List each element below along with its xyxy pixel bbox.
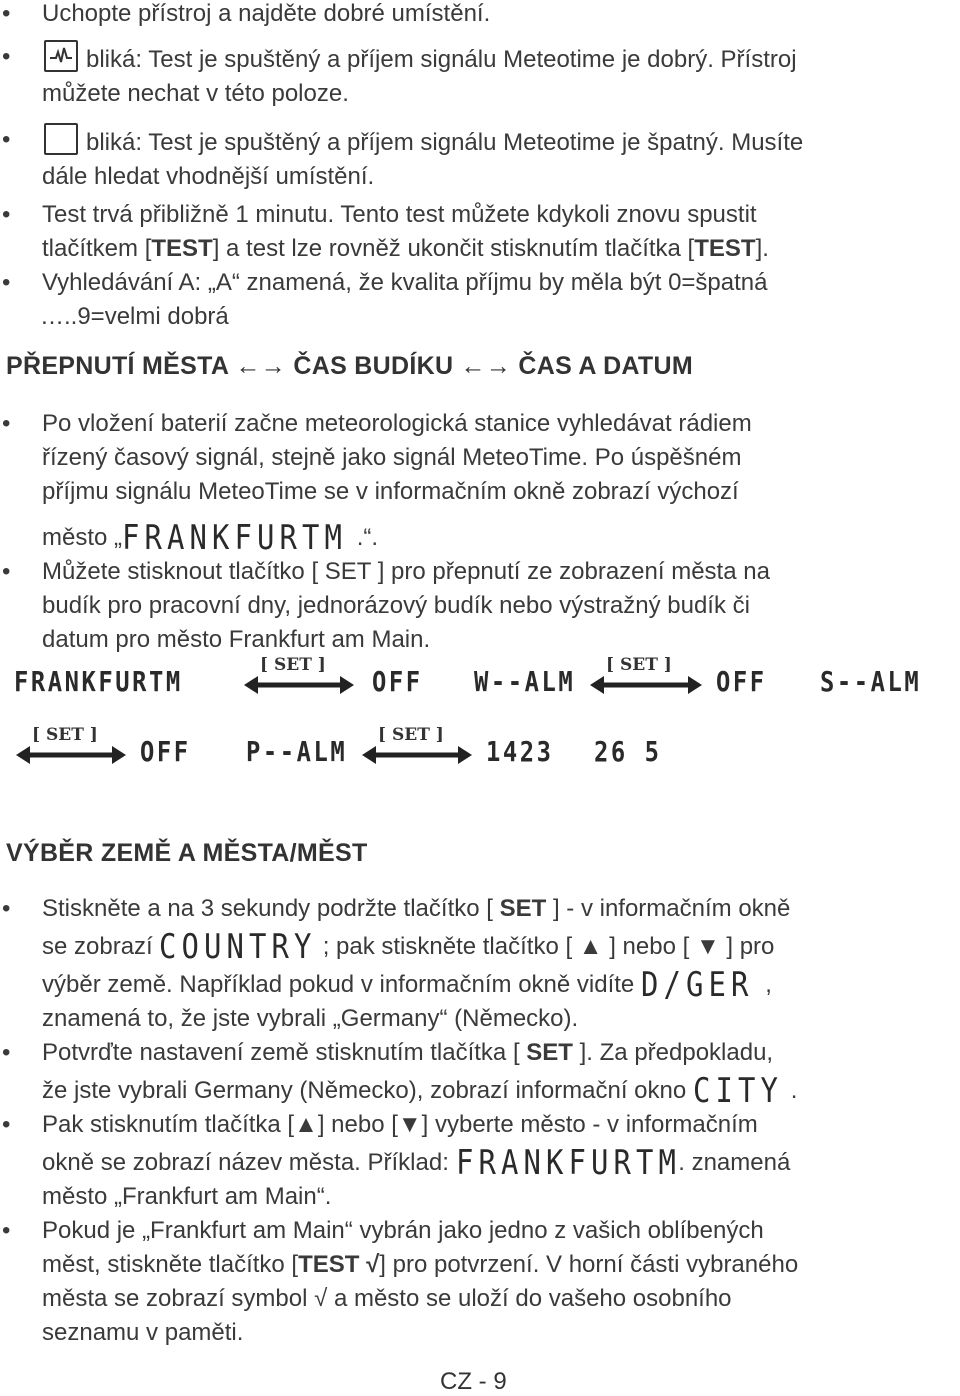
list-item: • Po vložení baterií začne meteorologická stanice vyhledávat rádiem řízený časový signál, stejně jako signál MeteoTime. Po úspěšném příjmu signálu MeteoTime se v informačním okně zobrazí výchozí město „FRANKFURTM .“. [2,410,752,558]
list-item: • Pokud je „Frankfurt am Main“ vybrán jako jedno z vašich oblíbených měst, stiskněte tlačítko [TEST √] pro potvrzení. V horní části vybraného města se zobrazí symbol √ a město se uloží do vašeho osobního seznamu v paměti. [2,1217,799,1346]
list-item: • Stiskněte a na 3 sekundy podržte tlačítko [ SET ] - v informačním okně se zobrazí COUNTRY ; pak stiskněte tlačítko [ ▲ ] nebo [ ▼ ] pro výběr země. Například pokud v informačním okně vidíte D/GER , znamená to, že jste vybrali „Germany“ (Německo). [2,895,791,1032]
lcd-p-alm: P--ALM [246,735,348,768]
display-flow-row-1: FRANKFURTM [ SET ] OFF W--ALM [ SET ] OFF S--ALM [14,655,922,698]
lcd-off: OFF [372,665,423,698]
display-flow-row-2: [ SET ] OFF P--ALM [ SET ] 1423 26 5 [0,725,960,785]
list-item: • Uchopte přístroj a najděte dobré umístění. [2,0,491,27]
lcd-city: CITY [692,1071,783,1111]
lcd-country: COUNTRY [159,927,317,967]
signal-good-icon [44,40,78,72]
lcd-frankfurtm: FRANKFURTM [14,665,183,698]
section2-list [0,892,960,1350]
lcd-off: OFF [716,665,767,698]
lcd-date: 26 5 [594,735,662,768]
section-heading-country-city: VÝBĚR ZEMĚ A MĚSTA/MĚST [6,839,368,867]
page-number: CZ - 9 [440,1368,507,1395]
list-item: • bliká: Test je spuštěný a příjem signálu Meteotime je špatný. Musíte dále hledat vhodnější umístění. [0,123,960,194]
list-item: • Můžete stisknout tlačítko [ SET ] pro přepnutí ze zobrazení města na budík pro pracovní dny, jednorázový budík nebo výstražný budík či datum pro město Frankfurt am Main. [2,558,770,653]
section-heading-city-alarm-date: PŘEPNUTÍ MĚSTA ←→ ČAS BUDÍKU ←→ ČAS A DATUM [6,352,693,380]
list-item: • Test trvá přibližně 1 minutu. Tento test můžete kdykoli znovu spustit tlačítkem [TEST] a test lze rovněž ukončit stisknutím tlačítka [TEST]. [2,201,769,262]
section1-list [0,407,960,657]
list-item: • Potvrďte nastavení země stisknutím tlačítka [ SET ]. Za předpokladu, že jste vybrali Germany (Německo), zobrazí informační okno CITY . [2,1039,798,1111]
lcd-city-frankfurt: FRANKFURTM [122,518,348,558]
lcd-d-ger: D/GER [640,965,754,1005]
lcd-w-alm: W--ALM [474,665,576,698]
list-item: • Vyhledávání A: „A“ znamená, že kvalita příjmu by měla být 0=špatná …..9=velmi dobrá [2,269,768,330]
lcd-off: OFF [140,735,191,768]
list-item: • Pak stisknutím tlačítka [▲] nebo [▼] vyberte město - v informačním okně se zobrazí název města. Příklad: FRANKFURTM. znamená město „Frankfurt am Main“. [2,1111,791,1210]
lcd-time: 1423 [486,735,554,768]
intro-list [0,0,960,330]
signal-empty-icon [44,123,78,155]
list-item: • bliká: Test je spuštěný a příjem signálu Meteotime je dobrý. Přístroj můžete nechat v této poloze. [0,40,960,111]
lcd-city-frankfurt: FRANKFURTM [455,1143,681,1183]
lcd-s-alm: S--ALM [820,665,922,698]
